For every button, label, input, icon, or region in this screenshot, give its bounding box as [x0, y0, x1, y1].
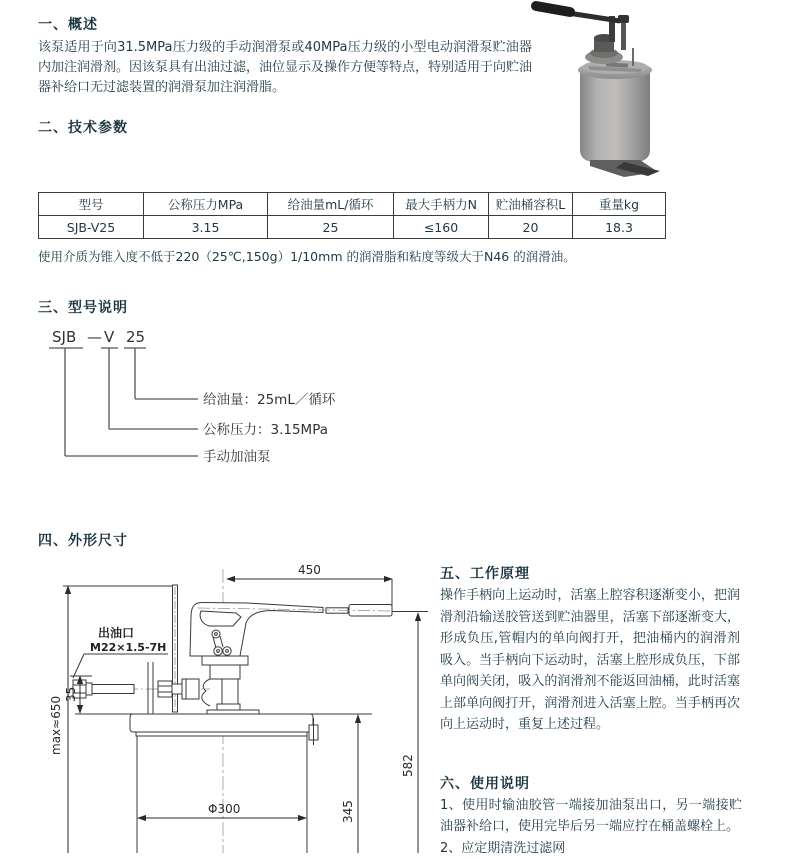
- cell-handle-force: ≤160: [394, 216, 489, 239]
- pump-product-photo: [528, 0, 790, 178]
- svg-text:Φ300: Φ300: [208, 802, 241, 816]
- svg-text:345: 345: [341, 800, 355, 823]
- overview-heading: 一、概述: [38, 17, 98, 33]
- dim-345: [341, 715, 358, 853]
- principle-paragraph: 操作手柄向上运动时，活塞上腔容积逐渐变小，把润滑剂沿输送胶管送到贮油器里，活塞下部逐渐变大，形成负压,管帽内的单向阀打开，把油桶内的润滑剂吸入。当手柄向下运动时，活塞上腔形成负压，下部单向阀关闭，吸入的润滑剂不能返回油桶，此时活塞上部单向阀打开，润滑剂进入活塞上腔。当手柄再次向上运动时，重复上述过程。: [440, 588, 740, 732]
- outlet-fitting: [66, 662, 210, 716]
- svg-text:35: 35: [64, 686, 78, 702]
- cell-pressure: 3.15: [144, 216, 268, 239]
- model-code-base: SJB: [52, 328, 77, 346]
- dim-582: [392, 612, 428, 854]
- legend-output: 给油量：25mL／循环: [203, 392, 336, 408]
- legend-pump-type: 手动加油泵: [203, 449, 271, 465]
- dimensions-heading: 四、外形尺寸: [38, 533, 128, 549]
- model-code-size: 25: [126, 328, 146, 346]
- usage-heading: 六、使用说明: [440, 776, 530, 792]
- usage-item-2: 2、应定期清洗过滤网: [440, 841, 566, 856]
- svg-text:出油口: 出油口: [98, 626, 135, 640]
- legend-pressure: 公称压力：3.15MPa: [203, 422, 329, 438]
- tech-params-heading: 二、技术参数: [38, 120, 128, 136]
- model-code-dash: —: [87, 328, 102, 346]
- svg-text:582: 582: [401, 754, 415, 777]
- usage-item-1: 1、使用时输油胶管一端接加油泵出口，另一端接贮油器补给口，使用完毕后另一端应拧在桶盖螺栓上。: [440, 798, 742, 834]
- svg-text:M22×1.5-7H: M22×1.5-7H: [90, 641, 167, 654]
- dimension-drawing: [40, 555, 430, 853]
- cell-weight: 18.3: [573, 216, 666, 239]
- dim-450: [227, 563, 392, 609]
- overview-paragraph: 该泵适用于向31.5MPa压力级的手动润滑泵或40MPa压力级的小型电动润滑泵贮油器内加注润滑剂。因该泵具有出油过滤，油位显示及操作方便等特点，特别适用于向贮油器补给口无过滤装置的润滑泵加注润滑脂。: [38, 40, 533, 95]
- medium-note: 使用介质为锥入度不低于220（25℃,150g）1/10mm 的润滑脂和粘度等级大于N46 的润滑油。: [38, 249, 576, 264]
- spec-table: [38, 192, 666, 239]
- svg-text:max≈650: max≈650: [49, 695, 63, 755]
- svg-text:450: 450: [298, 563, 321, 577]
- model-code-variant: V: [104, 328, 115, 346]
- spec-table-data-row: [39, 216, 666, 239]
- col-header-pressure: 公称压力MPa: [144, 193, 268, 216]
- col-header-weight: 重量kg: [573, 193, 666, 216]
- pump-handle: [190, 603, 392, 657]
- col-header-volume: 贮油桶容积L: [489, 193, 573, 216]
- cell-output: 25: [268, 216, 394, 239]
- spec-table-header-row: [39, 193, 666, 216]
- cell-volume: 20: [489, 216, 573, 239]
- col-header-model: 型号: [39, 193, 144, 216]
- pump-body: [202, 656, 259, 715]
- col-header-handle-force: 最大手柄力N: [394, 193, 489, 216]
- dim-phi300: [138, 802, 306, 818]
- model-desc-heading: 三、型号说明: [38, 300, 128, 316]
- outlet-label: [73, 625, 168, 678]
- col-header-output: 给油量mL/循环: [268, 193, 394, 216]
- cell-model: SJB-V25: [39, 216, 144, 239]
- barrel-body: [137, 736, 307, 853]
- principle-heading: 五、工作原理: [440, 566, 530, 582]
- barrel-lid: [130, 714, 318, 745]
- model-code-diagram: [40, 320, 380, 475]
- model-code-connector-lines: [49, 348, 198, 456]
